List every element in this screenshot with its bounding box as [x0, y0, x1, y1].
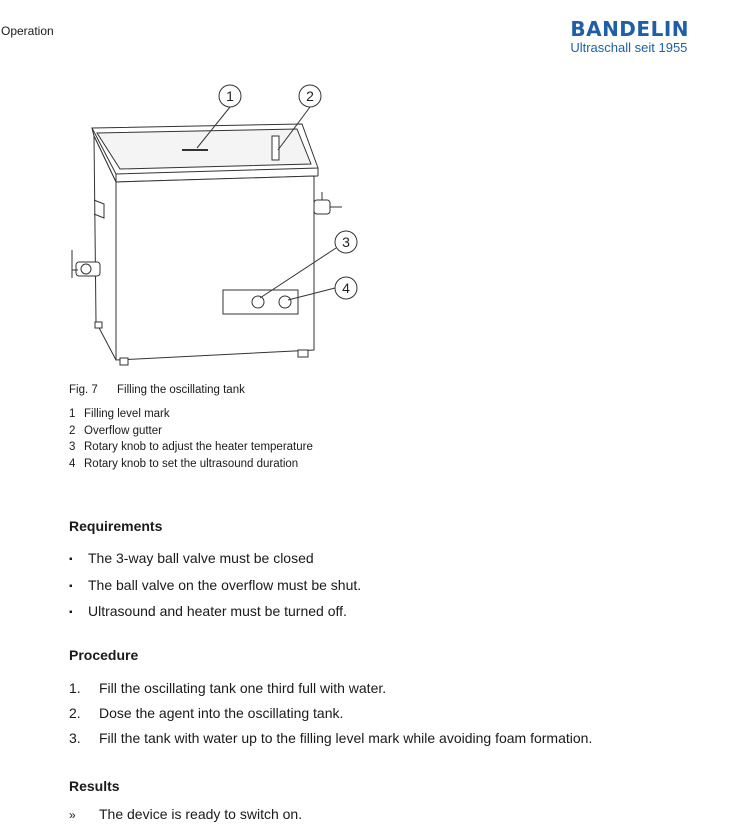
callout-2-label: 2	[306, 88, 314, 104]
heater-knob	[252, 296, 264, 308]
timer-knob	[279, 296, 291, 308]
results-heading: Results	[69, 778, 120, 794]
figure-caption	[69, 384, 245, 396]
result-text: The device is ready to switch on.	[99, 806, 303, 822]
overflow-gutter	[272, 136, 279, 160]
requirements-list	[69, 546, 361, 626]
procedure-step: 2. Dose the agent into the oscillating tank.	[69, 705, 344, 721]
figure-legend	[69, 406, 313, 472]
figure-number: Fig. 7	[69, 384, 98, 396]
procedure-step: 3. Fill the tank with water up to the filling level mark while avoiding foam formation.	[69, 730, 593, 746]
tank-illustration	[60, 78, 390, 378]
brand-tagline: Ultraschall seit 1955	[570, 40, 688, 55]
overflow-valve	[314, 200, 330, 214]
procedure-steps	[69, 676, 592, 751]
section-title: Operation	[1, 24, 54, 38]
callout-3-label: 3	[342, 234, 350, 250]
list-item: ▪ The ball valve on the overflow must be shut.	[69, 576, 362, 593]
procedure-heading: Procedure	[69, 647, 139, 663]
legend-item: 1 Filling level mark	[69, 408, 170, 420]
brand-name: BANDELIN	[570, 17, 689, 41]
procedure-step: 1. Fill the oscillating tank one third full with water.	[69, 680, 387, 696]
legend-item: 3 Rotary knob to adjust the heater temperature	[69, 441, 313, 453]
legend-item: 2 Overflow gutter	[69, 424, 162, 437]
brand-logo	[570, 18, 689, 56]
callout-1-label: 1	[226, 88, 234, 104]
legend-item: 4 Rotary knob to set the ultrasound duration	[69, 457, 299, 470]
requirements-heading: Requirements	[69, 518, 163, 534]
result-marker: »	[69, 808, 76, 822]
figure-caption-text: Filling the oscillating tank	[117, 384, 245, 396]
callout-4-label: 4	[342, 280, 350, 296]
tank-front	[116, 176, 314, 360]
list-item: ▪ Ultrasound and heater must be turned off.	[69, 603, 347, 619]
list-item: ▪ The 3-way ball valve must be closed	[69, 550, 314, 566]
result-item	[69, 806, 302, 822]
